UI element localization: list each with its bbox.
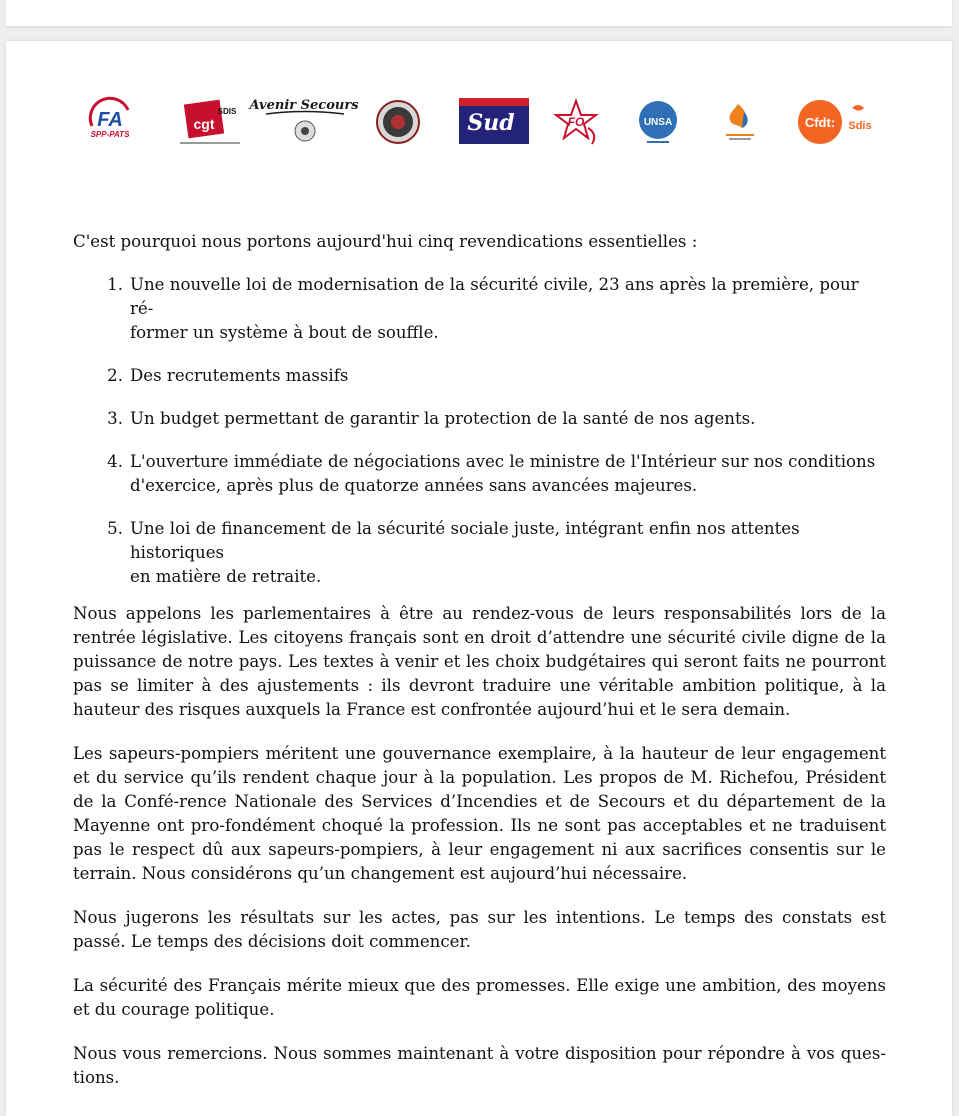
previous-page-edge xyxy=(6,0,952,26)
cgt-logo-text: cgt xyxy=(193,116,215,132)
item-line: former un système à bout de souffle. xyxy=(130,323,439,342)
item-number: 1. xyxy=(107,275,123,294)
item-line: L'ouverture immédiate de négociations avec le ministre de l'Intérieur sur nos conditions xyxy=(130,452,876,471)
list-item xyxy=(73,450,886,498)
list-item xyxy=(73,407,886,431)
demands-list xyxy=(73,273,886,589)
union-logos-row xyxy=(86,94,886,150)
paragraph-parliament: Nous appelons les parlementaires à être au rendez-vous de leurs responsabilités lors de la rentrée législative. Les citoyens français sont en droit d’attendre une sécurité civile digne de la puissance de notre pays. Les textes à venir et les choix budgétaires qui seront faits ne pourront pas se limiter à des ajustements : ils devront traduire une véritable ambition politique, à la hauteur des risques auxquels la France est confrontée aujourd’hui et le sera demain. xyxy=(73,604,886,719)
intro-text: C'est pourquoi nous portons aujourd'hui cinq revendications essentielles : xyxy=(73,232,698,251)
paragraph-closing: Nous vous remercions. Nous sommes maintenant à votre disposition pour répondre à vos ques-tions. xyxy=(73,1044,886,1087)
avenir-logo-text: Avenir Secours xyxy=(249,98,359,113)
paragraph-security: La sécurité des Français mérite mieux que des promesses. Elle exige une ambition, des moyens et du courage politique. xyxy=(73,976,886,1019)
cgt-logo-sub: SDIS xyxy=(217,107,237,116)
paragraph-actions: Nous jugerons les résultats sur les actes, pas sur les intentions. Le temps des constats est passé. Le temps des décisions doit commencer. xyxy=(73,908,886,951)
cgt-sdis-logo xyxy=(174,96,244,148)
cfdt-logo-text: Cfdt: xyxy=(804,115,836,130)
list-item xyxy=(73,273,886,345)
item-number: 4. xyxy=(107,452,123,471)
cfdt-logo-sub: Sdis xyxy=(848,120,872,132)
item-number: 5. xyxy=(107,519,123,538)
sud-logo-text: Sud xyxy=(467,110,515,136)
item-number: 3. xyxy=(107,409,123,428)
document-page xyxy=(6,41,952,1116)
flame-union-logo xyxy=(718,98,762,146)
item-number: 2. xyxy=(107,366,123,385)
fa-spp-pats-logo xyxy=(86,96,136,146)
item-line: Des recrutements massifs xyxy=(130,366,349,385)
item-line: en matière de retraite. xyxy=(130,567,322,586)
unsa-logo-text: UNSA xyxy=(643,117,673,128)
item-line: Une nouvelle loi de modernisation de la sécurité civile, 23 ans après la première, pour ré- xyxy=(130,275,859,318)
list-item xyxy=(73,517,886,589)
cfdt-sdis-logo xyxy=(794,96,886,148)
item-line: Un budget permettant de garantir la protection de la santé de nos agents. xyxy=(130,409,756,428)
list-item xyxy=(73,364,886,388)
round-emblem-logo xyxy=(375,99,421,145)
paragraph-governance: Les sapeurs-pompiers méritent une gouvernance exemplaire, à la hauteur de leur engagement et du service qu’ils rendent chaque jour à la population. Les propos de M. Richefou, Président de la Confé-rence Nationale des Services d’Incendies et de Secours et du département de la Mayenne ont pro-fondément choqué la profession. Ils ne sont pas acceptables et ne traduisent pas le respect dû aux sapeurs-pompiers, à leur engagement ni aux sacrifices consentis sur le terrain. Nous considérons qu’un changement est aujourd’hui nécessaire. xyxy=(73,744,886,883)
fa-logo-sub: SPP-PATS xyxy=(90,130,130,139)
avenir-secours-logo xyxy=(249,94,359,146)
fa-logo-text: FA xyxy=(97,109,123,131)
document-body xyxy=(73,230,886,1110)
item-line: d'exercice, après plus de quatorze années sans avancées majeures. xyxy=(130,476,698,495)
item-line: Une loi de financement de la sécurité sociale juste, intégrant enfin nos attentes historiques xyxy=(130,519,800,562)
fo-logo xyxy=(554,98,604,146)
sud-logo xyxy=(459,98,529,146)
fo-logo-text: FO xyxy=(567,115,585,129)
unsa-logo xyxy=(637,99,679,145)
